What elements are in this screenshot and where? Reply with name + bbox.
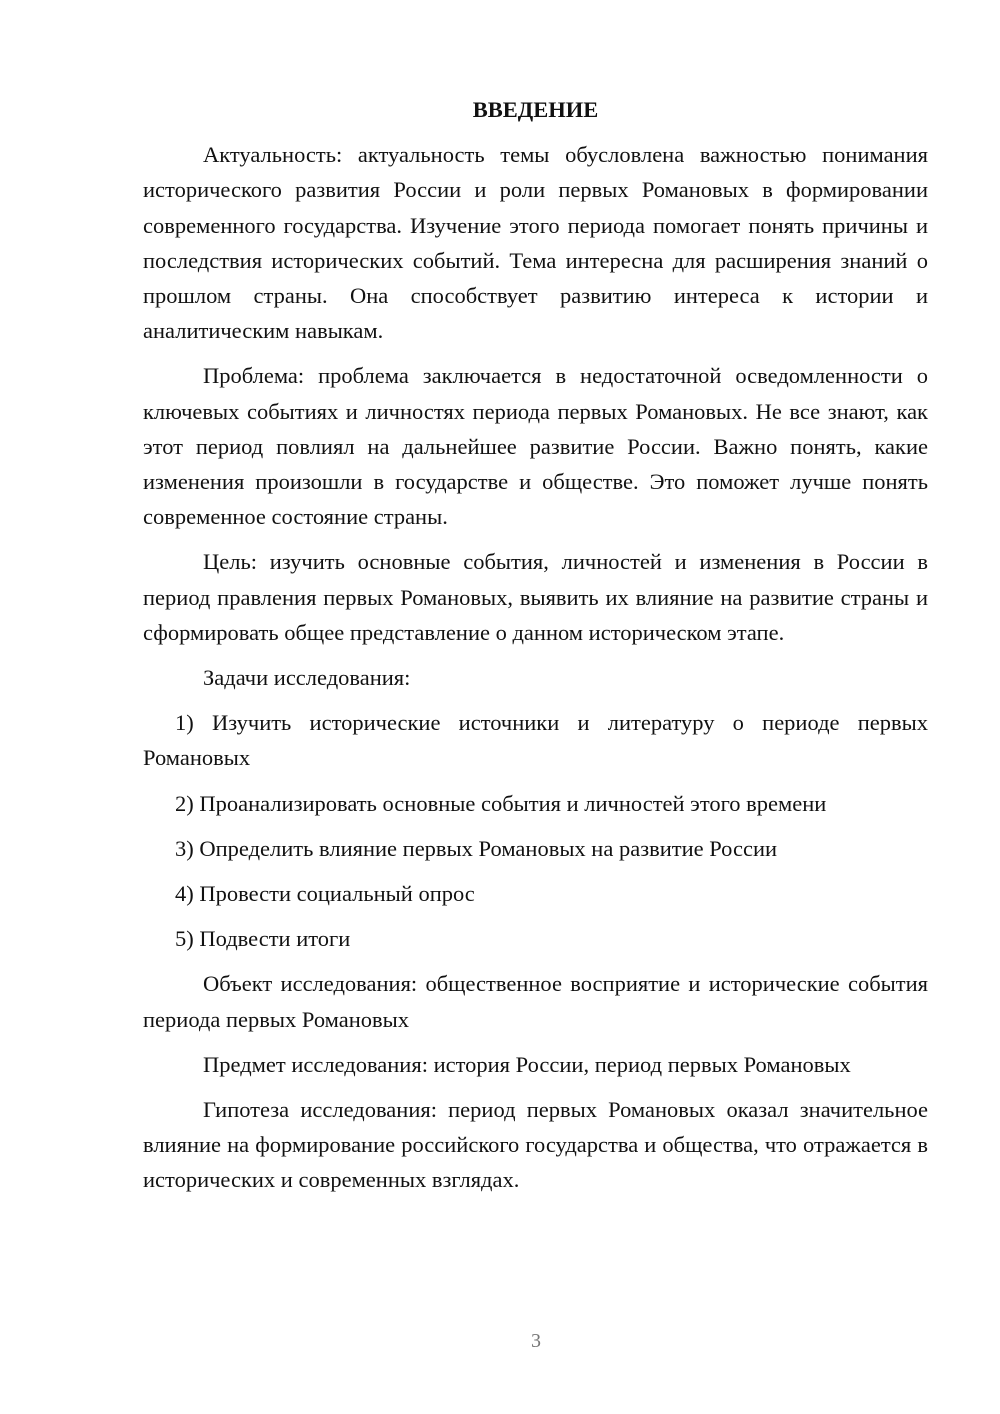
task-item-3: 3) Определить влияние первых Романовых на развитие России [175, 835, 778, 861]
task-item-5: 5) Подвести итоги [175, 926, 351, 952]
paragraph-subject: Предмет исследования: история России, период первых Романовых [203, 1051, 851, 1077]
paragraph-problem: Проблема: проблема заключается в недостаточной осведомленности о ключевых событиях и личностях периода первых Романовых. Не все знают, как этот период повлиял на дальнейшее развитие России. Важно понять, какие изменения произошли в государстве и обществе. Это поможет лучше понять современное состояние страны. [143, 363, 928, 530]
paragraph-tasks-heading: Задачи исследования: [203, 665, 411, 691]
page-number: 3 [531, 1330, 541, 1352]
task-item-1: 1) Изучить исторические источники и литературу о периоде первых Романовых [143, 710, 928, 771]
task-item-4: 4) Провести социальный опрос [175, 881, 475, 907]
section-title: ВВЕДЕНИЕ [472, 97, 599, 122]
paragraph-hypothesis: Гипотеза исследования: период первых Романовых оказал значительное влияние на формирование российского государства и общества, что отражается в исторических и современных взглядах. [143, 1097, 928, 1193]
paragraph-object: Объект исследования: общественное восприятие и исторические события периода первых Романовых [143, 971, 928, 1032]
document-page [143, 92, 928, 1208]
paragraph-relevance: Актуальность: актуальность темы обусловлена важностью понимания исторического развития России и роли первых Романовых в формировании современного государства. Изучение этого периода помогает понять причины и последствия исторических событий. Тема интересна для расширения знаний о прошлом страны. Она способствует развитию интереса к истории и аналитическим навыкам. [143, 142, 928, 344]
paragraph-goal: Цель: изучить основные события, личностей и изменения в России в период правления первых Романовых, выявить их влияние на развитие страны и сформировать общее представление о данном историческом этапе. [143, 549, 928, 645]
task-item-2: 2) Проанализировать основные события и личностей этого времени [175, 790, 827, 816]
